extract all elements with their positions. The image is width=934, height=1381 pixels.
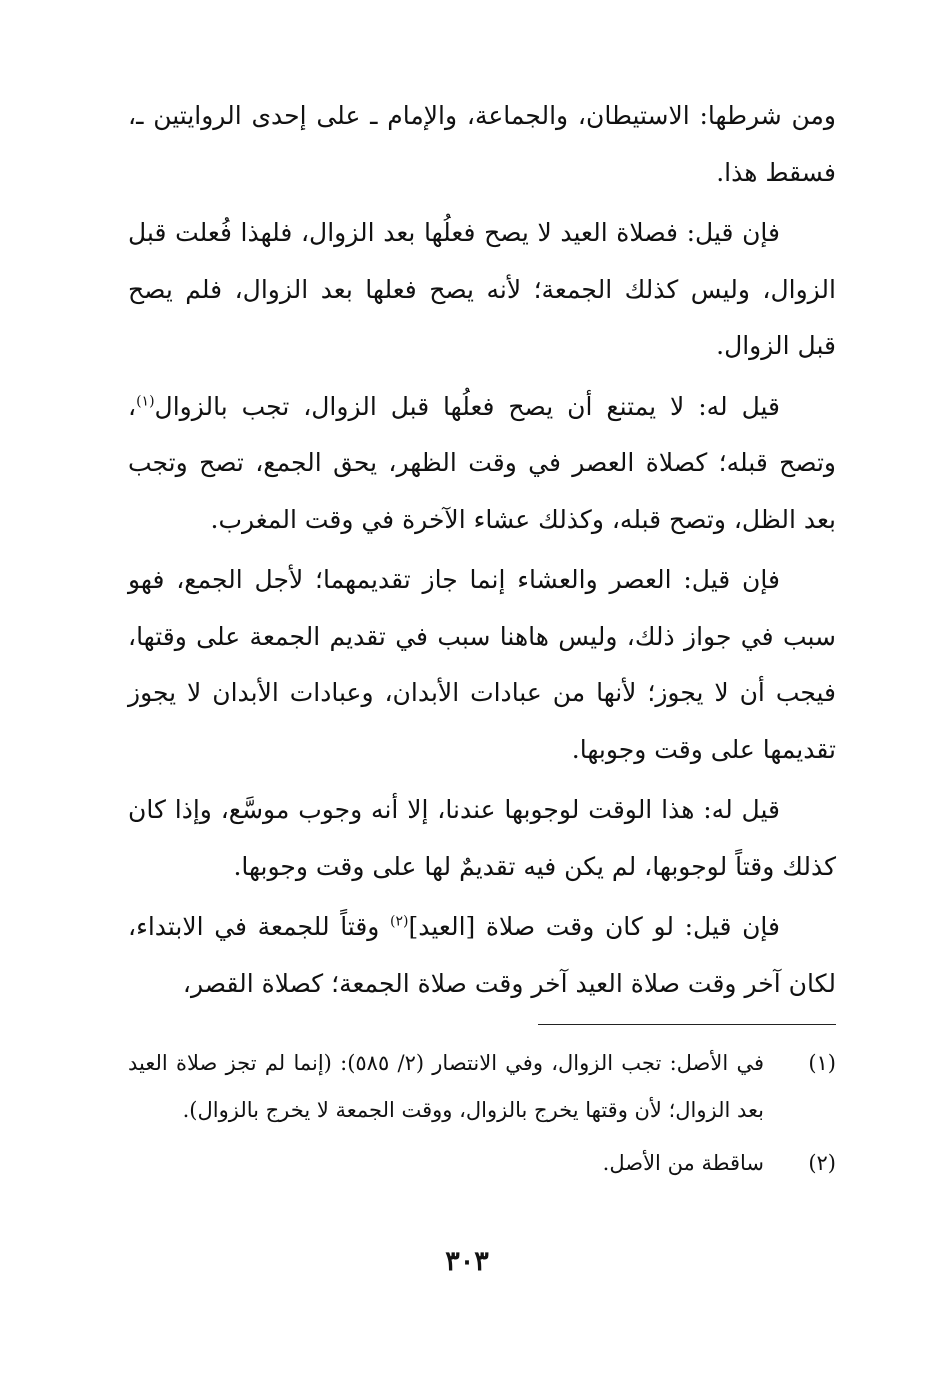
footnote-number: (١) — [808, 1051, 836, 1075]
page-number: ٣٠٣ — [445, 1246, 489, 1277]
footnote-number: (٢) — [808, 1151, 836, 1175]
paragraph-text: قيل له: لا يمتنع أن يصح فعلُها قبل الزوال، تجب بالزوال — [154, 391, 780, 421]
paragraph: فإن قيل: العصر والعشاء إنما جاز تقديمهما؛ لأجل الجمع، فهو سبب في جواز ذلك، وليس هاهنا سبب في تقديم الجمعة على وقتها، فيجب أن لا يجوز؛ لأنها من عبادات الأبدان، وعبادات الأبدان لا يجوز تقديمها على وقت وجوبها. — [128, 565, 836, 764]
footnote-separator — [538, 1024, 836, 1025]
paragraph: ومن شرطها: الاستيطان، والجماعة، والإمام ـ على إحدى الروايتين ـ، فسقط هذا. — [128, 101, 836, 187]
paragraph — [128, 379, 836, 549]
footnote — [128, 1040, 836, 1134]
footnote — [128, 1140, 836, 1187]
paragraph: فإن قيل: فصلاة العيد لا يصح فعلُها بعد الزوال، فلهذا فُعلت قبل الزوال، وليس كذلك الجمعة؛ لأنه يصح فعلها بعد الزوال، فلم يصح قبل الزوال. — [128, 218, 836, 360]
paragraph — [128, 899, 836, 1012]
paragraph: قيل له: هذا الوقت لوجوبها عندنا، إلا أنه وجوب موسَّع، وإذا كان كذلك وقتاً لوجوبها، لم يكن فيه تقديمٌ لها على وقت وجوبها. — [128, 795, 836, 881]
footnote-text: في الأصل: تجب الزوال، وفي الانتصار (٢/ ٥٨٥): (إنما لم تجز صلاة العيد بعد الزوال؛ لأن وقتها يخرج بالزوال، ووقت الجمعة لا يخرج بالزوال). — [128, 1051, 764, 1122]
paragraph-text: ، وتصح قبله؛ كصلاة العصر في وقت الظهر، يحق الجمع، تصح وتجب بعد الظل، وتصح قبله، وكذلك عشاء الآخرة في وقت المغرب. — [128, 391, 836, 534]
footnote-text: ساقطة من الأصل. — [602, 1151, 764, 1175]
paragraph-text: وقتاً للجمعة في الابتداء، لكان آخر وقت صلاة العيد آخر وقت صلاة الجمعة؛ كصلاة القصر، — [128, 912, 836, 998]
paragraph-text: فإن قيل: لو كان وقت صلاة [العيد] — [408, 912, 780, 941]
main-text — [128, 88, 836, 1016]
footnote-marker[interactable]: (١) — [136, 393, 155, 410]
footnotes — [128, 1040, 836, 1193]
footnote-marker[interactable]: (٢) — [390, 913, 409, 930]
